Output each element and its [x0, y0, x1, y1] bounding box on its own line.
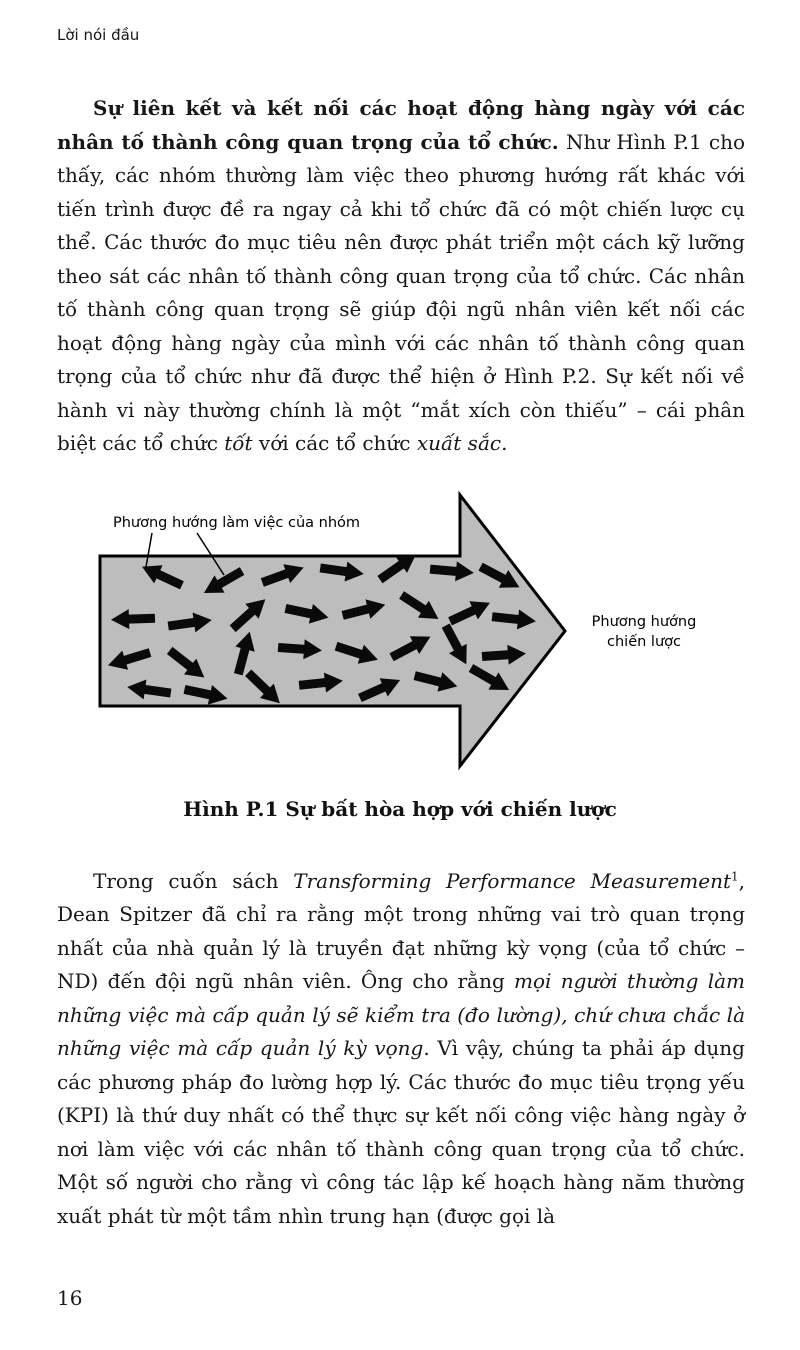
paragraph-spitzer — [57, 865, 745, 1234]
page-number: 16 — [57, 1286, 83, 1310]
spitzer-body-3: . Vì vậy, chúng ta phải áp dụng các phương pháp đo lường hợp lý. Các thước đo mục tiêu trọng yếu (KPI) là thứ duy nhất có thể thực sự kết nối công việc hàng ngày ở nơi làm việc với các nhân tố thành công quan trọng của tổ chức. Một số người cho rằng vì công tác lập kế hoạch hàng năm thường xuất phát từ một tầm nhìn trung hạn (được gọi là — [57, 1036, 745, 1228]
big-strategy-arrow — [100, 495, 565, 766]
body-content-top — [0, 92, 800, 461]
intro-italic-xuat-sac: xuất sắc — [416, 431, 502, 455]
intro-lead-bold: Sự liên kết và kết nối các hoạt động hàng ngày với các nhân tố thành công quan trọng của tổ chức. — [57, 96, 745, 154]
team-direction-label: Phương hướng làm việc của nhóm — [113, 514, 361, 531]
misalignment-diagram — [0, 483, 800, 783]
intro-body-1: Như Hình P.1 cho thấy, các nhóm thường làm việc theo phương hướng rất khác với tiến trình được đề ra ngay cả khi tổ chức đã có một chiến lược cụ thể. Các thước đo mục tiêu nên được phát triển một cách kỹ lưỡng theo sát các nhân tố thành công quan trọng của tổ chức. Các nhân tố thành công quan trọng sẽ giúp đội ngũ nhân viên kết nối các hoạt động hàng ngày của mình với các nhân tố thành công quan trọng của tổ chức như đã được thể hiện ở Hình P.2. Sự kết nối về hành vi này thường chính là một “mắt xích còn thiếu” – cái phân biệt các tổ chức — [57, 129, 745, 455]
paragraph-intro — [57, 92, 745, 461]
footnote-reference: 1 — [731, 868, 739, 883]
spitzer-quote-italic: mọi người thường làm những việc mà cấp quản lý sẽ kiểm tra (đo lường), chứ chưa chắc là những việc mà cấp quản lý kỳ vọng — [57, 969, 745, 1060]
figure-strategy-misalignment — [0, 483, 800, 821]
strategy-direction-label-line2: chiến lược — [607, 633, 681, 650]
spitzer-body-2: , Dean Spitzer đã chỉ ra rằng một trong những vai trò quan trọng nhất của nhà quản lý là truyền đạt những kỳ vọng (của tổ chức – ND) đến đội ngũ nhân viên. Ông cho rằng — [57, 868, 745, 993]
intro-italic-tot: tốt — [224, 431, 253, 455]
spitzer-book-title-italic: Transforming Performance Measurement — [293, 868, 731, 893]
strategy-direction-label-line1: Phương hướng — [591, 613, 697, 630]
running-head: Lời nói đầu — [57, 26, 140, 44]
body-content-bottom — [0, 865, 800, 1234]
intro-body-2: với các tổ chức — [252, 431, 417, 455]
figure-caption: Hình P.1 Sự bất hòa hợp với chiến lược — [183, 796, 617, 821]
intro-body-3: . — [501, 431, 508, 455]
spitzer-body-1: Trong cuốn sách — [93, 868, 294, 893]
